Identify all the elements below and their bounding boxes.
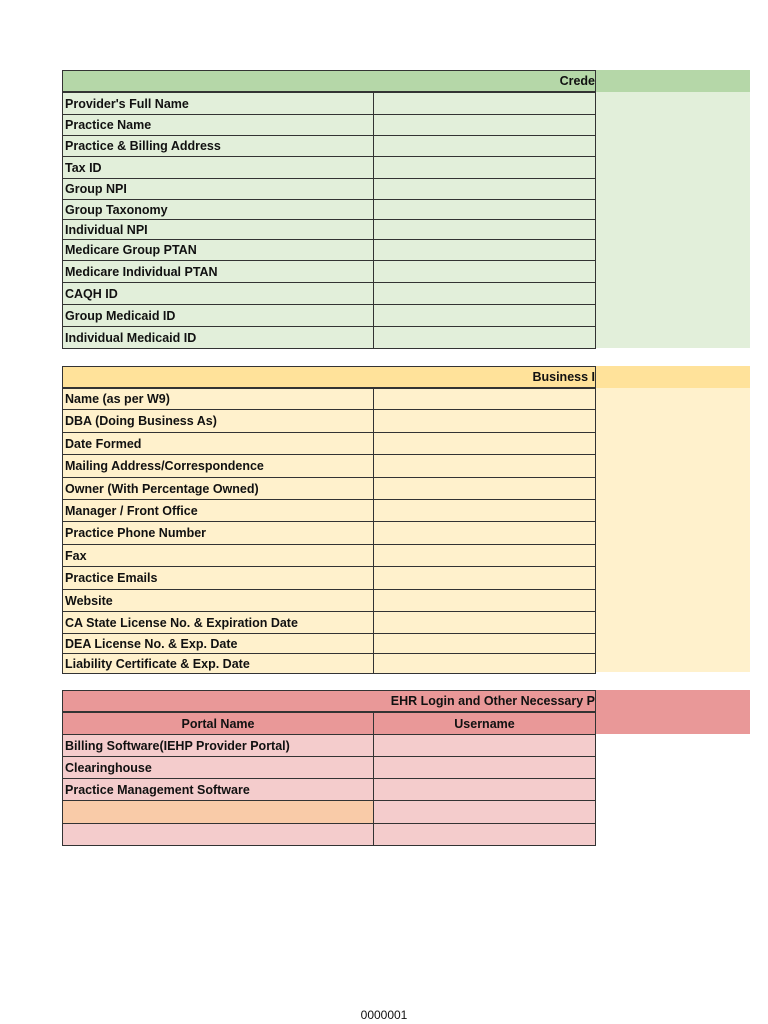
- table-row: [63, 220, 596, 240]
- table-row: [63, 612, 596, 634]
- value-cell[interactable]: [374, 801, 596, 824]
- row-label: Fax: [63, 545, 374, 567]
- row-label: Group Medicaid ID: [63, 305, 374, 327]
- value-cell[interactable]: [374, 824, 596, 846]
- table-row: [63, 654, 596, 674]
- table-row: [63, 433, 596, 455]
- value-cell[interactable]: [374, 115, 596, 136]
- table-row: [63, 500, 596, 522]
- value-cell[interactable]: [374, 478, 596, 500]
- page-number: 0000001: [360, 1008, 408, 1022]
- table-row: [63, 389, 596, 410]
- value-cell[interactable]: [374, 327, 596, 349]
- business-overflow-bg: [596, 366, 750, 672]
- value-cell[interactable]: [374, 261, 596, 283]
- value-cell[interactable]: [374, 157, 596, 179]
- business-title: Business I: [532, 370, 595, 384]
- row-label: CAQH ID: [63, 283, 374, 305]
- value-cell[interactable]: [374, 240, 596, 261]
- row-label: DEA License No. & Exp. Date: [63, 634, 374, 654]
- table-row: [63, 634, 596, 654]
- row-label: Medicare Individual PTAN: [63, 261, 374, 283]
- value-cell[interactable]: [374, 654, 596, 674]
- business-header: [62, 366, 596, 388]
- row-label: Website: [63, 590, 374, 612]
- value-cell[interactable]: [374, 283, 596, 305]
- table-row: [63, 522, 596, 545]
- value-cell[interactable]: [374, 612, 596, 634]
- ehr-header: [62, 690, 596, 712]
- row-label: Owner (With Percentage Owned): [63, 478, 374, 500]
- value-cell[interactable]: [374, 634, 596, 654]
- table-row: [63, 283, 596, 305]
- row-label: Practice & Billing Address: [63, 136, 374, 157]
- table-row: [63, 545, 596, 567]
- row-label: Manager / Front Office: [63, 500, 374, 522]
- ehr-title: EHR Login and Other Necessary P: [390, 694, 595, 708]
- row-label: Practice Management Software: [63, 779, 374, 801]
- table-row: [63, 735, 596, 757]
- value-cell[interactable]: [374, 200, 596, 220]
- value-cell[interactable]: [374, 305, 596, 327]
- value-cell[interactable]: [374, 93, 596, 115]
- value-cell[interactable]: [374, 433, 596, 455]
- table-row: [63, 327, 596, 349]
- table-row: [63, 410, 596, 433]
- table-row: [63, 824, 596, 846]
- row-label: Name (as per W9): [63, 389, 374, 410]
- row-label: Liability Certificate & Exp. Date: [63, 654, 374, 674]
- table-row: [63, 157, 596, 179]
- value-cell[interactable]: [374, 735, 596, 757]
- table-row: [63, 801, 596, 824]
- value-cell[interactable]: [374, 179, 596, 200]
- table-header-row: [63, 713, 596, 735]
- row-label: Practice Emails: [63, 567, 374, 590]
- row-label[interactable]: [63, 801, 374, 824]
- value-cell[interactable]: [374, 410, 596, 433]
- value-cell[interactable]: [374, 522, 596, 545]
- table-row: [63, 179, 596, 200]
- table-row: [63, 200, 596, 220]
- row-label: DBA (Doing Business As): [63, 410, 374, 433]
- table-row: [63, 590, 596, 612]
- table-row: [63, 757, 596, 779]
- row-label: Individual Medicaid ID: [63, 327, 374, 349]
- row-label: Date Formed: [63, 433, 374, 455]
- credentials-overflow-bg: [596, 70, 750, 348]
- table-row: [63, 136, 596, 157]
- table-row: [63, 455, 596, 478]
- row-label[interactable]: [63, 824, 374, 846]
- table-row: [63, 305, 596, 327]
- value-cell[interactable]: [374, 455, 596, 478]
- row-label: Practice Phone Number: [63, 522, 374, 545]
- value-cell[interactable]: [374, 136, 596, 157]
- ehr-overflow-header-bg: [596, 690, 750, 734]
- row-label: Group Taxonomy: [63, 200, 374, 220]
- table-row: [63, 115, 596, 136]
- table-row: [63, 567, 596, 590]
- column-header-portal-name: Portal Name: [63, 713, 374, 735]
- value-cell[interactable]: [374, 757, 596, 779]
- row-label: Billing Software(IEHP Provider Portal): [63, 735, 374, 757]
- credentials-table: [62, 92, 596, 349]
- table-row: [63, 478, 596, 500]
- table-row: [63, 93, 596, 115]
- row-label: Mailing Address/Correspondence: [63, 455, 374, 478]
- table-row: [63, 240, 596, 261]
- value-cell[interactable]: [374, 590, 596, 612]
- row-label: Tax ID: [63, 157, 374, 179]
- row-label: Practice Name: [63, 115, 374, 136]
- row-label: Group NPI: [63, 179, 374, 200]
- value-cell[interactable]: [374, 500, 596, 522]
- row-label: Individual NPI: [63, 220, 374, 240]
- row-label: CA State License No. & Expiration Date: [63, 612, 374, 634]
- ehr-table: [62, 712, 596, 846]
- row-label: Medicare Group PTAN: [63, 240, 374, 261]
- credentials-title: Crede: [559, 74, 595, 88]
- credentials-header: [62, 70, 596, 92]
- table-row: [63, 779, 596, 801]
- value-cell[interactable]: [374, 389, 596, 410]
- table-row: [63, 261, 596, 283]
- value-cell[interactable]: [374, 545, 596, 567]
- row-label: Clearinghouse: [63, 757, 374, 779]
- value-cell[interactable]: [374, 779, 596, 801]
- business-overflow-header-bg: [596, 366, 750, 388]
- row-label: Provider's Full Name: [63, 93, 374, 115]
- column-header-username: Username: [374, 713, 596, 735]
- value-cell[interactable]: [374, 567, 596, 590]
- value-cell[interactable]: [374, 220, 596, 240]
- credentials-overflow-header-bg: [596, 70, 750, 92]
- business-table: [62, 388, 596, 674]
